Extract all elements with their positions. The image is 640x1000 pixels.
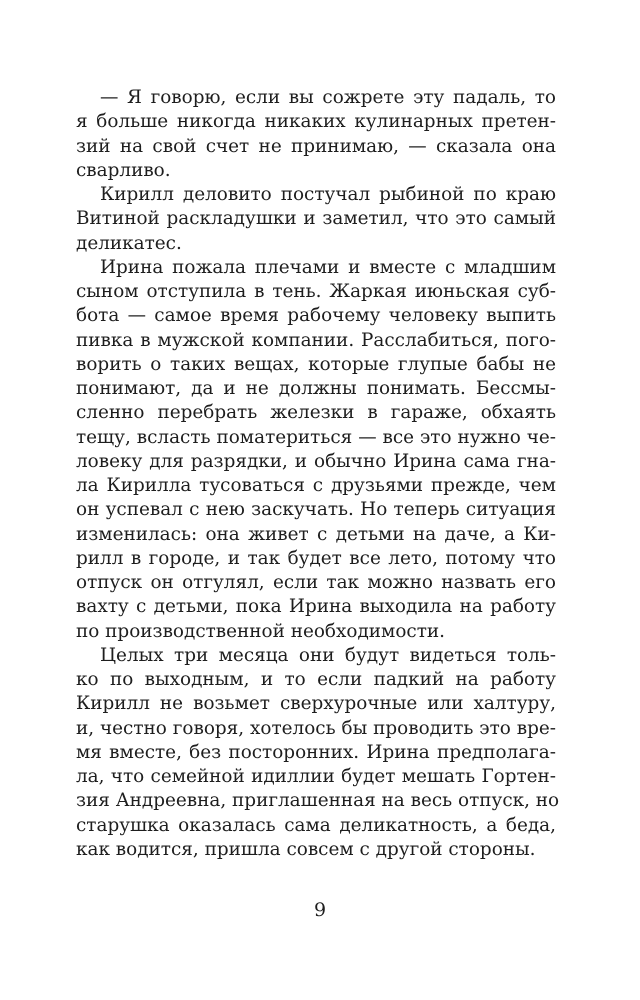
body-text — [76, 86, 560, 862]
paragraph-3-line-8: тещу, всласть поматериться — все это нужно че- — [76, 426, 556, 448]
paragraph-4-line-9: как водится, пришла совсем с другой стороны. — [76, 838, 536, 860]
paragraph-2-line-1: Кирилл деловито постучал рыбиной по краю — [100, 184, 556, 205]
page-number: 9 — [313, 899, 327, 921]
paragraph-1-line-1: — Я говорю, если вы сожрете эту падаль, то — [100, 87, 556, 108]
paragraph-3-line-4: пивка в мужской компании. Расслабиться, пого- — [76, 329, 556, 351]
paragraph-3-line-9: ловеку для разрядки, и обычно Ирина сама гна- — [76, 450, 556, 472]
paragraph-4-line-8: старушка оказалась сама деликатность, а беда, — [76, 814, 556, 836]
paragraph-4-line-6: ла, что семейной идиллии будет мешать Гортен- — [76, 766, 556, 787]
paragraph-1-line-3: зий на свой счет не принимаю, — сказала она — [76, 135, 556, 157]
paragraph-3-line-3: бота — самое время рабочему человеку выпить — [76, 305, 556, 327]
paragraph-2-line-2: Витиной раскладушки и заметил, что это самый — [76, 208, 556, 230]
paragraph-3-line-11: он успевал с нею заскучать. Но теперь ситуация — [76, 499, 556, 521]
paragraph-3-line-14: отпуск он отгулял, если так можно назвать его — [76, 572, 556, 593]
paragraph-3-line-13: рилл в городе, и так будет все лето, потому что — [76, 547, 556, 569]
paragraph-4-line-4: и, честно говоря, хотелось бы проводить это вре- — [76, 717, 556, 739]
paragraph-3-line-7: сленно перебрать железки в гараже, обхаять — [76, 402, 556, 424]
paragraph-4-line-3: Кирилл не возьмет сверхурочные или халтуру, — [76, 693, 556, 715]
paragraph-3-line-10: ла Кирилла тусоваться с друзьями прежде, чем — [76, 475, 556, 496]
paragraph-2-line-3: деликатес. — [76, 232, 182, 254]
paragraph-3-line-15: вахту с детьми, пока Ирина выходила на работу — [76, 596, 556, 618]
paragraph-4-line-2: ко по выходным, и то если падкий на работу — [76, 669, 556, 690]
paragraph-1-line-4: сварливо. — [76, 159, 171, 181]
paragraph-3-line-16: по производственной необходимости. — [76, 620, 445, 642]
paragraph-3-line-12: изменилась: она живет с детьми на даче, а Ки- — [76, 523, 556, 545]
paragraph-3-line-5: ворить о таких вещах, которые глупые бабы не — [76, 353, 556, 375]
paragraph-4-line-7: зия Андреевна, приглашенная на весь отпуск, но — [76, 790, 560, 812]
paragraph-4-line-1: Целых три месяца они будут видеться толь- — [100, 644, 556, 666]
paragraph-4-line-5: мя вместе, без посторонних. Ирина предполага- — [76, 741, 556, 763]
paragraph-3-line-6: понимают, да и не должны понимать. Бессмы- — [76, 378, 556, 399]
paragraph-3-line-1: Ирина пожала плечами и вместе с младшим — [100, 256, 556, 278]
paragraph-1-line-2: я больше никогда никаких кулинарных претен- — [76, 111, 556, 133]
paragraph-3-line-2: сыном отступила в тень. Жаркая июньская суб- — [76, 281, 556, 302]
